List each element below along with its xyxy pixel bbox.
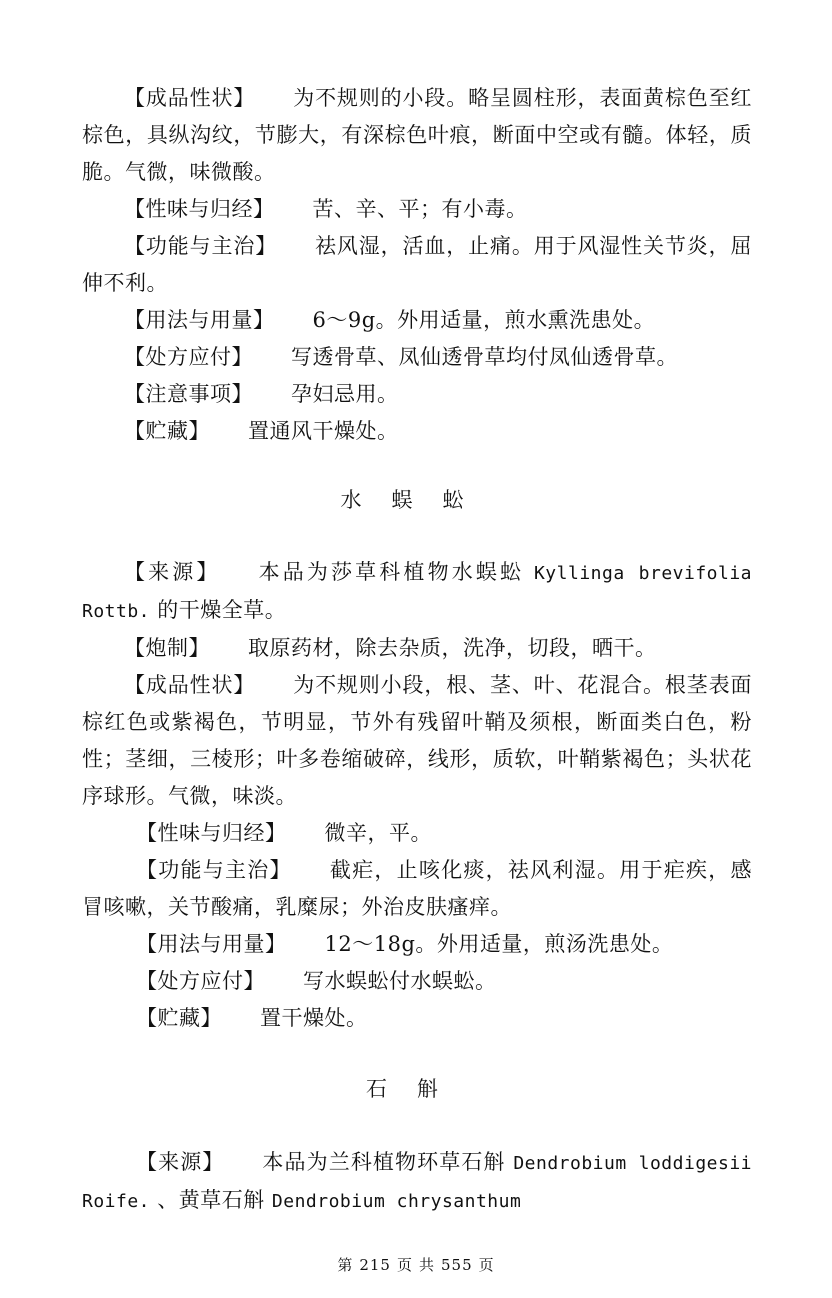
- footer-ye-2: 页: [478, 1256, 495, 1274]
- text-xingwei: 苦、辛、平；有小毒。: [312, 197, 528, 221]
- label-chufang: 【处方应付】: [136, 969, 265, 993]
- entry-chufang-b: [82, 963, 752, 1000]
- herb-title-shihu: 石斛: [366, 1077, 468, 1101]
- entry-zhucang-a: [82, 413, 752, 450]
- text-chengpin: 为不规则小段，根、茎、叶、花混合。根茎表面棕红色或紫褐色，节明显，节外有残留叶鞘及须根，断面类白色，粉性；茎细，三棱形；叶多卷缩破碎，线形，质软，叶鞘紫褐色；头状花序球形。气微，味淡。: [82, 673, 753, 808]
- label-zhucang: 【贮藏】: [124, 419, 210, 443]
- entry-gongneng-b: [82, 852, 752, 926]
- label-zhuyi: 【注意事项】: [124, 382, 253, 406]
- entry-xingwei-a: [82, 191, 752, 228]
- text-gongneng: 截疟，止咳化痰，祛风利湿。用于疟疾，感冒咳嗽，关节酸痛，乳糜尿；外治皮肤瘙痒。: [82, 858, 753, 919]
- text-laiyuan-pre: 本品为兰科植物环草石斛: [262, 1150, 506, 1174]
- label-laiyuan: 【来源】: [136, 1150, 225, 1174]
- text-gongneng: 祛风湿，活血，止痛。用于风湿性关节炎，屈伸不利。: [82, 234, 753, 295]
- label-paozhi: 【炮制】: [124, 636, 210, 660]
- document-page: [82, 80, 752, 1220]
- text-zhuyi: 孕妇忌用。: [291, 382, 399, 406]
- footer-di: 第: [337, 1256, 354, 1274]
- text-latin-name: Kyllinga brevifolia Rottb.: [82, 563, 753, 622]
- label-xingwei: 【性味与归经】: [136, 821, 287, 845]
- entry-yongfa-b: [82, 926, 752, 963]
- herb-title-shuiwugong: 水蜈蚣: [340, 488, 494, 512]
- text-latin-name-2: Dendrobium chrysanthum: [271, 1191, 522, 1212]
- entry-zhuyi-a: [82, 376, 752, 413]
- label-laiyuan: 【来源】: [124, 560, 221, 584]
- footer-ye: 页: [396, 1256, 413, 1274]
- text-zhucang: 置通风干燥处。: [248, 419, 399, 443]
- footer-gong: 共: [419, 1256, 436, 1274]
- entry-chengpin-a: [82, 80, 752, 191]
- entry-gongneng-a: [82, 228, 752, 302]
- text-zhucang: 置干燥处。: [260, 1006, 368, 1030]
- label-chengpin: 【成品性状】: [124, 673, 256, 697]
- text-yongfa: 12～18g。外用适量，煎汤洗患处。: [324, 932, 674, 956]
- label-zhucang: 【贮藏】: [136, 1006, 222, 1030]
- text-chufang: 写水蜈蚣付水蜈蚣。: [303, 969, 497, 993]
- footer-page-number: 215: [359, 1256, 391, 1274]
- text-chengpin: 为不规则的小段。略呈圆柱形，表面黄棕色至红棕色，具纵沟纹，节膨大，有深棕色叶痕，断面中空或有髓。体轻，质脆。气微，味微酸。: [82, 86, 753, 184]
- entry-yongfa-a: [82, 302, 752, 339]
- label-gongneng: 【功能与主治】: [136, 858, 292, 882]
- page-footer: [0, 1254, 832, 1275]
- label-yongfa: 【用法与用量】: [124, 308, 275, 332]
- entry-paozhi-b: [82, 630, 752, 667]
- entry-zhucang-b: [82, 1000, 752, 1037]
- label-xingwei: 【性味与归经】: [124, 197, 275, 221]
- text-yongfa: 6～9g。外用适量，煎水熏洗患处。: [312, 308, 656, 332]
- text-laiyuan-mid: 、黄草石斛: [157, 1188, 265, 1212]
- footer-total-pages: 555: [441, 1256, 473, 1274]
- text-chufang: 写透骨草、凤仙透骨草均付凤仙透骨草。: [291, 345, 678, 369]
- entry-laiyuan-c: [82, 1144, 752, 1220]
- entry-chengpin-b: [82, 667, 752, 815]
- entry-chufang-a: [82, 339, 752, 376]
- label-chengpin: 【成品性状】: [124, 86, 256, 110]
- label-chufang: 【处方应付】: [124, 345, 253, 369]
- text-latin-name-1: Dendrobium loddigesii Roife.: [82, 1153, 753, 1212]
- text-laiyuan-pre: 本品为莎草科植物水蜈蚣: [258, 560, 525, 584]
- text-paozhi: 取原药材，除去杂质，洗净，切段，晒干。: [248, 636, 657, 660]
- label-yongfa: 【用法与用量】: [136, 932, 287, 956]
- label-gongneng: 【功能与主治】: [124, 234, 278, 258]
- text-xingwei: 微辛，平。: [324, 821, 432, 845]
- entry-xingwei-b: [82, 815, 752, 852]
- entry-laiyuan-b: [82, 554, 752, 630]
- text-laiyuan-post: 的干燥全草。: [157, 598, 287, 622]
